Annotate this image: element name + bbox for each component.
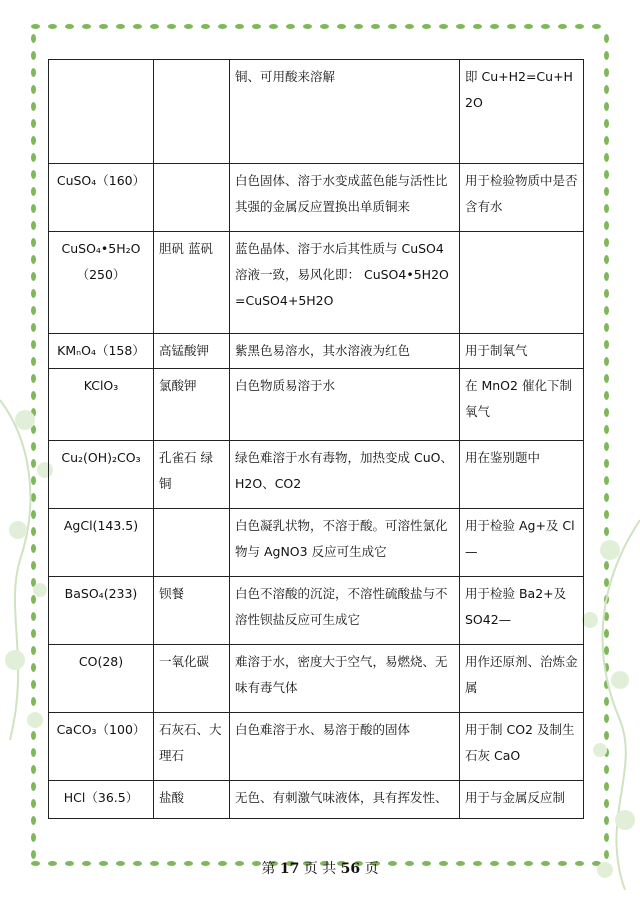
table-row	[49, 334, 584, 369]
name-cell: 一氧化碳	[154, 645, 230, 713]
table-row	[49, 713, 584, 781]
use-cell: 用于制 CO2 及制生石灰 CaO	[460, 713, 584, 781]
table-row	[49, 60, 584, 164]
property-cell: 白色物质易溶于水	[230, 369, 460, 441]
formula-cell: AgCl(143.5)	[49, 509, 154, 577]
footer-prefix: 第	[261, 861, 276, 877]
use-cell: 即 Cu+H2=Cu+H2O	[460, 60, 584, 164]
use-cell: 用于检验 Ag+及 Cl—	[460, 509, 584, 577]
property-cell: 绿色难溶于水有毒物，加热变成 CuO、H2O、CO2	[230, 441, 460, 509]
formula-cell: KMₙO₄（158）	[49, 334, 154, 369]
table-row	[49, 781, 584, 819]
current-page-number: 17	[279, 861, 300, 877]
use-cell	[460, 232, 584, 334]
property-cell: 白色不溶酸的沉淀，不溶性硫酸盐与不溶性钡盐反应可生成它	[230, 577, 460, 645]
table-row	[49, 164, 584, 232]
table-row	[49, 577, 584, 645]
use-cell: 用于检验物质中是否含有水	[460, 164, 584, 232]
formula-cell: CO(28)	[49, 645, 154, 713]
use-cell: 用于检验 Ba2+及 SO42—	[460, 577, 584, 645]
total-page-count: 56	[340, 861, 361, 877]
property-cell: 紫黑色易溶水，其水溶液为红色	[230, 334, 460, 369]
property-cell: 无色、有刺激气味液体，具有挥发性、	[230, 781, 460, 819]
table-row	[49, 232, 584, 334]
formula-cell: KClO₃	[49, 369, 154, 441]
formula-cell: HCl（36.5）	[49, 781, 154, 819]
name-cell: 孔雀石 绿铜	[154, 441, 230, 509]
use-cell: 用在鉴别题中	[460, 441, 584, 509]
property-cell: 难溶于水，密度大于空气，易燃烧、无味有毒气体	[230, 645, 460, 713]
footer-suffix: 页	[364, 861, 379, 877]
table-row	[49, 441, 584, 509]
property-cell: 白色难溶于水、易溶于酸的固体	[230, 713, 460, 781]
page-footer	[0, 858, 640, 878]
use-cell: 用作还原剂、治炼金属	[460, 645, 584, 713]
formula-cell: CaCO₃（100）	[49, 713, 154, 781]
table-row	[49, 645, 584, 713]
formula-cell: CuSO₄（160）	[49, 164, 154, 232]
property-cell: 蓝色晶体、溶于水后其性质与 CuSO4 溶液一致，易风化即： CuSO4•5H2O=CuSO4+5H2O	[230, 232, 460, 334]
name-cell: 石灰石、大理石	[154, 713, 230, 781]
name-cell	[154, 509, 230, 577]
name-cell: 钡餐	[154, 577, 230, 645]
footer-mid: 页 共	[303, 861, 337, 877]
table-row	[49, 509, 584, 577]
formula-cell: CuSO₄•5H₂O（250）	[49, 232, 154, 334]
name-cell	[154, 164, 230, 232]
table-body	[49, 60, 584, 819]
name-cell: 胆矾 蓝矾	[154, 232, 230, 334]
use-cell: 在 MnO2 催化下制氧气	[460, 369, 584, 441]
property-cell: 白色凝乳状物，不溶于酸。可溶性氯化物与 AgNO3 反应可生成它	[230, 509, 460, 577]
table-row	[49, 369, 584, 441]
property-cell: 白色固体、溶于水变成蓝色能与活性比其强的金属反应置换出单质铜来	[230, 164, 460, 232]
use-cell: 用于与金属反应制	[460, 781, 584, 819]
property-cell: 铜、可用酸来溶解	[230, 60, 460, 164]
use-cell: 用于制氧气	[460, 334, 584, 369]
formula-cell: Cu₂(OH)₂CO₃	[49, 441, 154, 509]
name-cell	[154, 60, 230, 164]
name-cell: 氯酸钾	[154, 369, 230, 441]
name-cell: 盐酸	[154, 781, 230, 819]
name-cell: 高锰酸钾	[154, 334, 230, 369]
formula-cell	[49, 60, 154, 164]
formula-cell: BaSO₄(233)	[49, 577, 154, 645]
chemical-substances-table	[48, 59, 584, 819]
